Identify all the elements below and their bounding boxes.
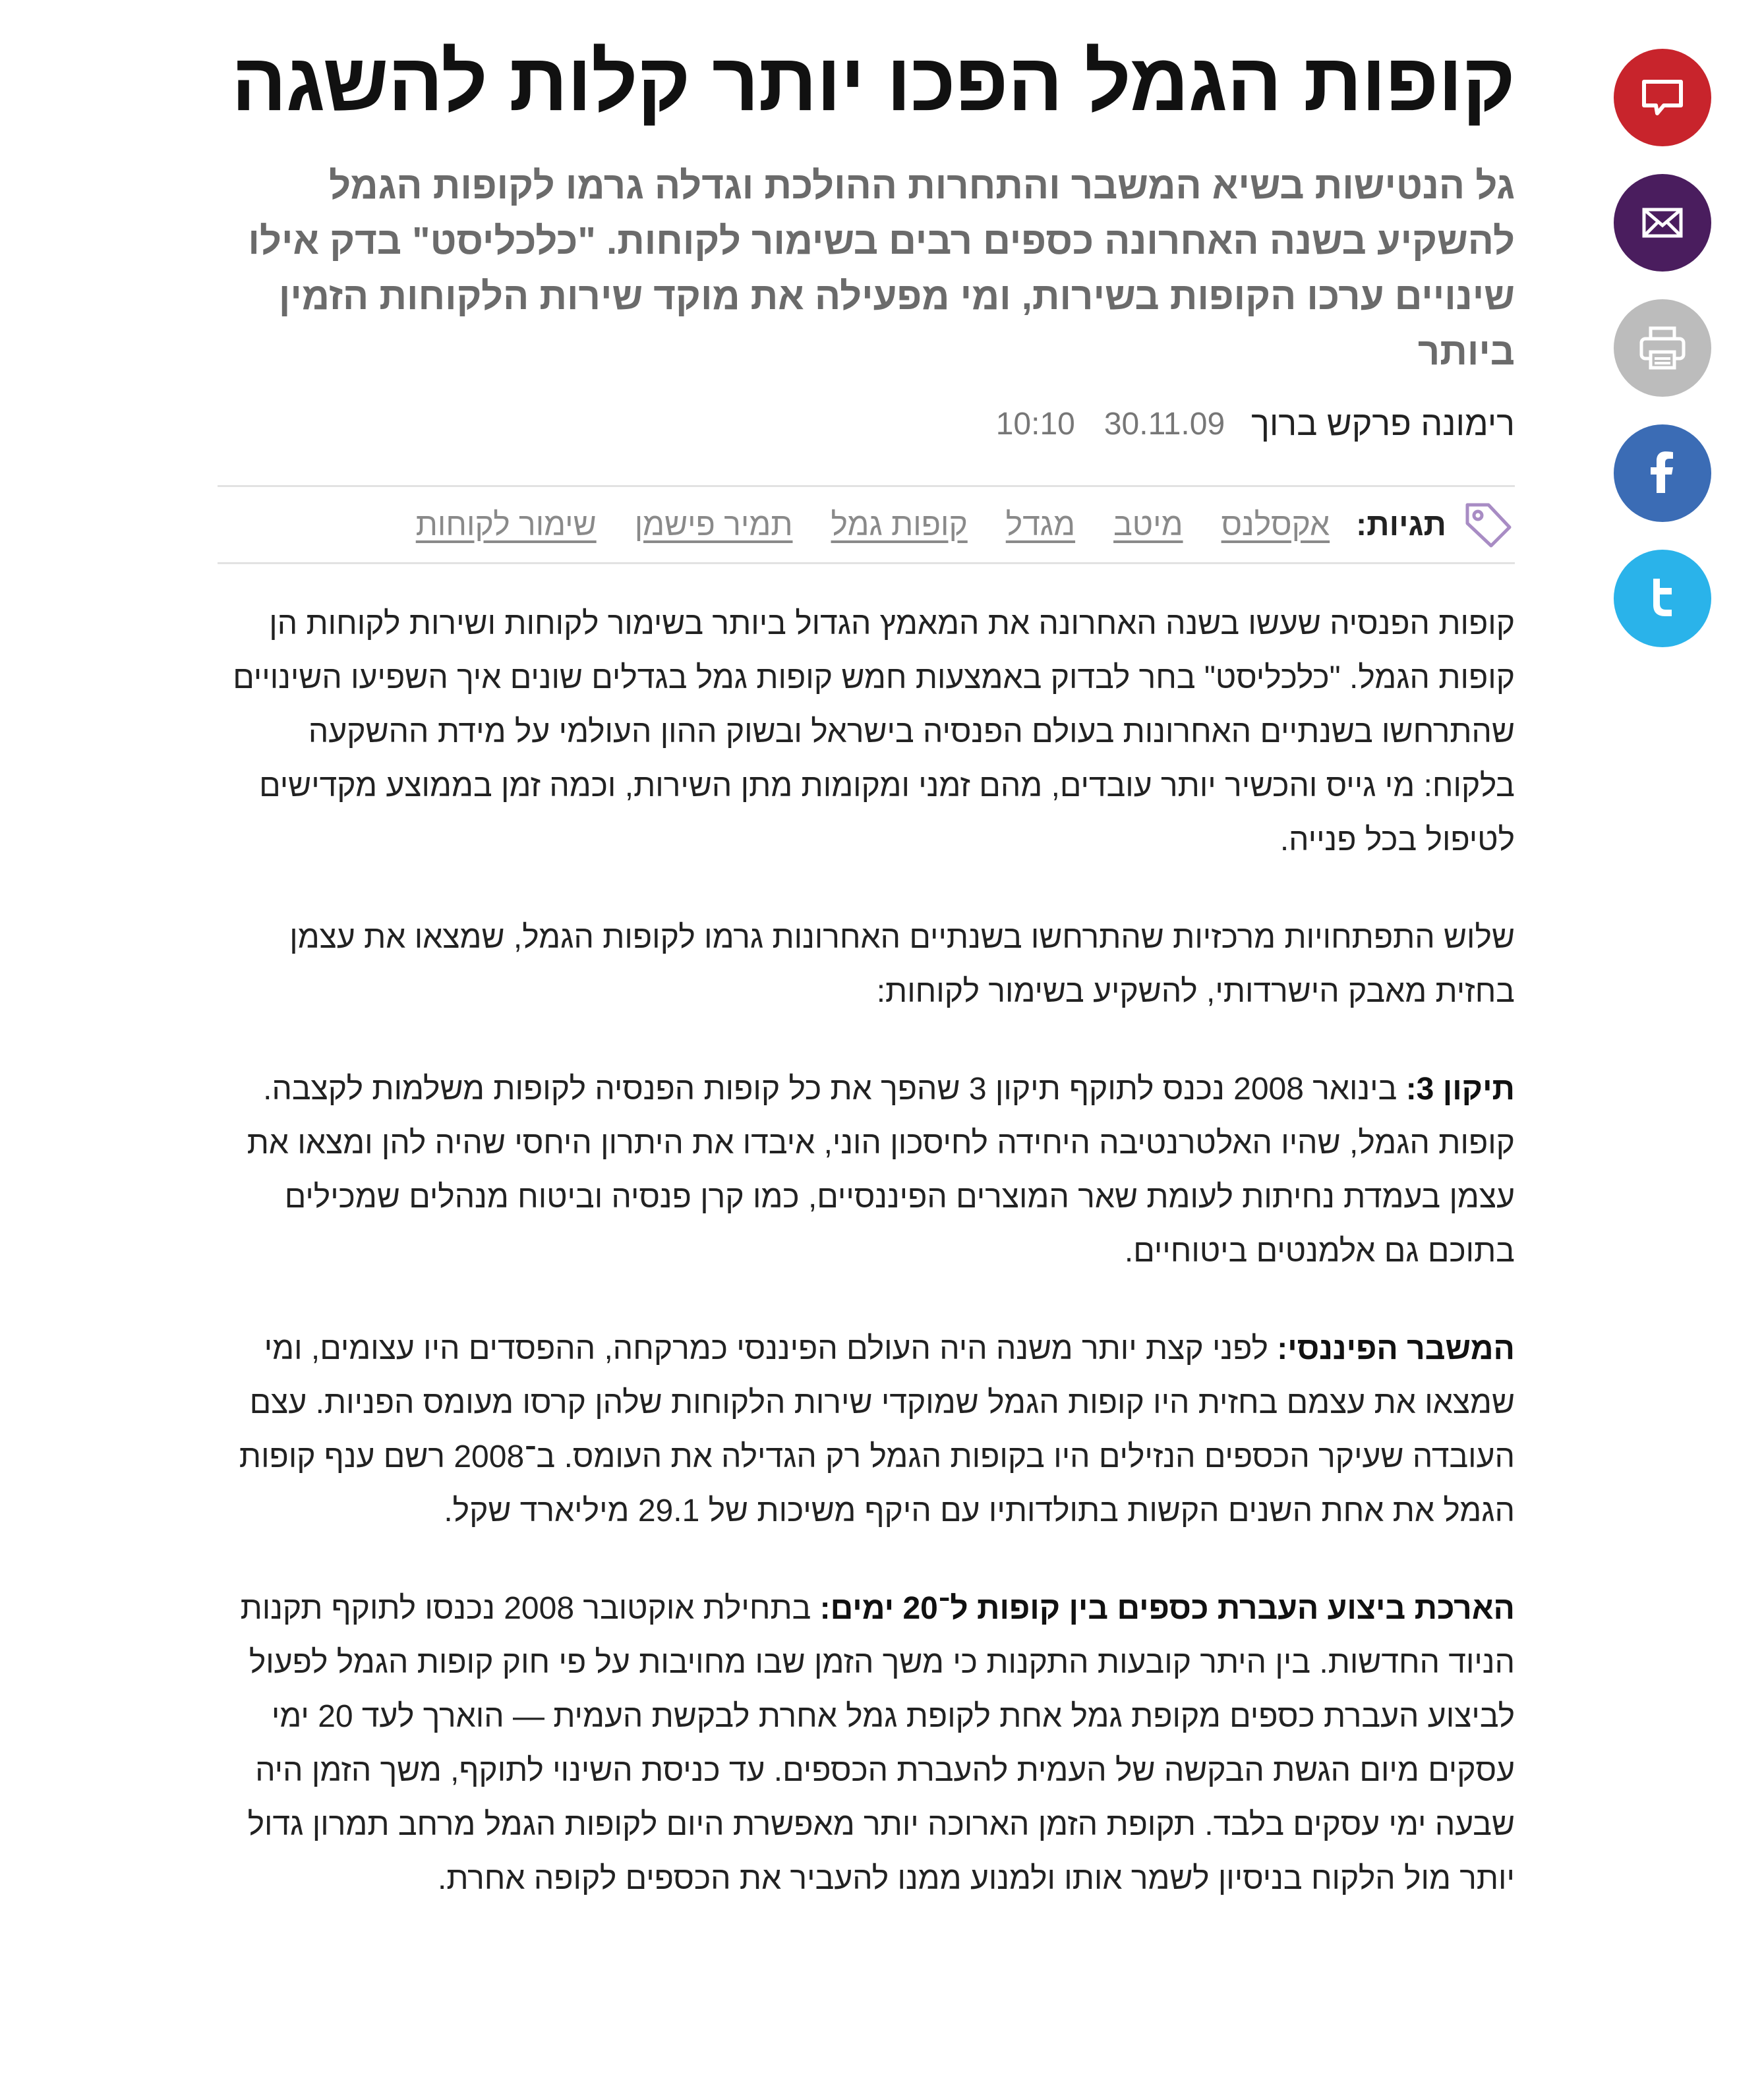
facebook-button[interactable] (1614, 424, 1711, 522)
paragraph-text: קופות הפנסיה שעשו בשנה האחרונה את המאמץ הגדול ביותר בשימור לקוחות ושירות לקוחות הן קופות הגמל. "כלכליסט" בחר לבדוק באמצעות חמש קופות גמל בגדלים שונים איך השפיעו השינויים שהתרחשו בשנתיים האחרונות בעולם הפנסיה בישראל ובשוק ההון העולמי על מידת ההשקעה בלקוח: מי גייס והכשיר יותר עובדים, מהם זמני ומקומות מתן השירות, וכמה זמן בממוצע מקדישים לטיפול בכל פנייה. (233, 606, 1515, 857)
print-button[interactable] (1614, 299, 1711, 397)
mail-button[interactable] (1614, 174, 1711, 272)
paragraph (218, 1322, 1515, 1538)
tag-link[interactable]: תמיר פישמן (634, 507, 793, 542)
subtitle: גל הנטישות בשיא המשבר והתחרות ההולכת וגדלה גרמו לקופות הגמל להשקיע בשנה האחרונה כספים רבים בשימור לקוחות. "כלכליסט" בדק אילו שינויים ערכו הקופות בשירות, ומי מפעילה את מוקד שירות הלקוחות הזמין ביותר (248, 164, 1515, 373)
print-icon (1636, 322, 1689, 374)
facebook-icon (1636, 447, 1689, 500)
paragraph-lead: המשבר הפיננסי: (1277, 1331, 1515, 1366)
paragraph (218, 911, 1515, 1019)
paragraph-text: שלוש התפתחויות מרכזיות שהתרחשו בשנתיים האחרונות גרמו לקופות הגמל, שמצאו את עצמן בחזית מאבק הישרדותי, להשקיע בשימור לקוחות: (289, 920, 1515, 1009)
publish-time: 10:10 (995, 406, 1075, 442)
byline (218, 394, 1515, 453)
tags-bar (218, 485, 1515, 564)
paragraph (218, 1582, 1515, 1906)
share-bar (1614, 49, 1711, 675)
tag-link[interactable]: מיטב (1113, 507, 1183, 542)
paragraph-text: בינואר 2008 נכנס לתוקף תיקון 3 שהפך את כל קופות הפנסיה לקופות משלמות לקצבה. קופות הגמל, שהיו האלטרנטיבה היחידה לחיסכון הוני, איבדו את היתרון היחסי שהיה להן ומצאו את עצמן בעמדת נחיתות לעומת שאר המוצרים הפיננסיים, כמו קרן פנסיה וביטוח מנהלים שמכילים בתוכם גם אלמנטים ביטוחיים. (247, 1072, 1515, 1269)
headline: קופות הגמל הפכו יותר קלות להשגה (231, 37, 1515, 128)
paragraph-lead: הארכת ביצוע העברת כספים בין קופות ל־20 ימים: (819, 1591, 1515, 1626)
comment-icon (1637, 72, 1688, 123)
paragraph-text: בתחילת אוקטובר 2008 נכנסו לתוקף תקנות הניוד החדשות. בין היתר קובעות התקנות כי משך הזמן שבו מחויבות על פי חוק קופות הגמל לפעול לביצוע העברת כספים מקופת גמל אחת לקופת גמל אחרת לבקשת העמית — הוארך לעד 20 ימי עסקים מיום הגשת הבקשה של העמית להעברת הכספים. עד כניסת השינוי לתוקף, משך הזמן היה שבעה ימי עסקים בלבד. תקופת הזמן הארוכה יותר מאפשרת היום לקופות הגמל מרחב תמרון גדול יותר מול הלקוח בניסיון לשמר אותו ולמנוע ממנו להעביר את הכספים לקופה אחרת. (240, 1591, 1515, 1896)
tag-icon (1462, 498, 1515, 551)
paragraph (218, 597, 1515, 867)
tag-link[interactable]: קופות גמל (831, 507, 968, 542)
tag-link[interactable]: מגדל (1005, 507, 1076, 542)
tags-label: תגיות: (1356, 507, 1446, 542)
mail-icon (1637, 198, 1688, 248)
publish-date: 30.11.09 (1103, 406, 1225, 442)
paragraph-lead: תיקון 3: (1405, 1072, 1515, 1107)
comment-button[interactable] (1614, 49, 1711, 146)
article-body (218, 597, 1515, 1906)
paragraph (218, 1062, 1515, 1279)
tag-link[interactable]: שימור לקוחות (415, 507, 597, 542)
article (218, 37, 1515, 1906)
tag-link[interactable]: אקסלנס (1221, 507, 1330, 542)
twitter-icon (1636, 572, 1689, 625)
author-name[interactable]: רימונה פרקש ברוך (1251, 405, 1515, 443)
twitter-button[interactable] (1614, 550, 1711, 647)
paragraph-text: לפני קצת יותר משנה היה העולם הפיננסי כמרקחה, ההפסדים היו עצומים, ומי שמצאו את עצמם בחזית היו קופות הגמל שמוקדי שירות הלקוחות שלהן קרסו מעומס הפניות. עצם העובדה שעיקר הכספים הנזילים היו בקופות הגמל רק הגדילה את העומס. ב־2008 רשם ענף קופות הגמל את אחת השנים הקשות בתולדותיו עם היקף משיכות של 29.1 מיליארד שקל. (239, 1331, 1515, 1528)
